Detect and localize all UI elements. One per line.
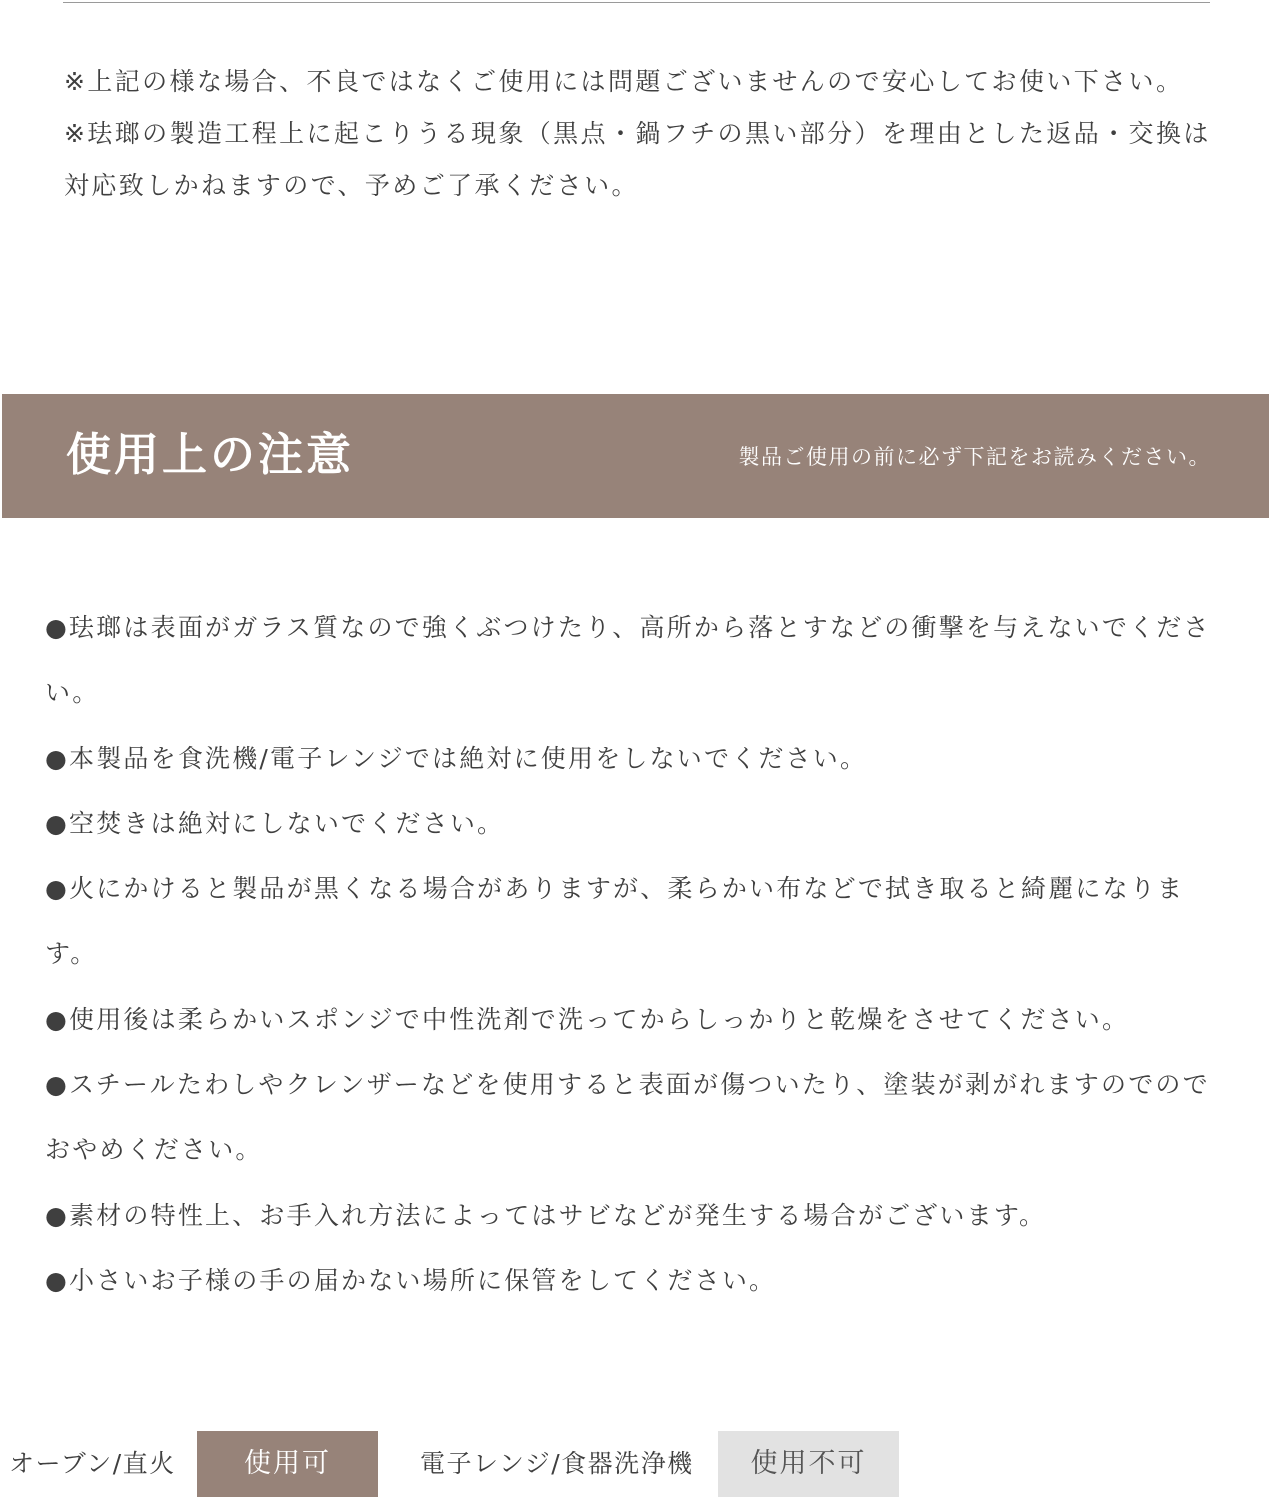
intro-notes — [64, 56, 1214, 212]
microwave-label: 電子レンジ/食器洗浄機 — [420, 1449, 694, 1478]
usage-compatibility-row — [0, 1431, 1271, 1497]
intro-note: ※上記の様な場合、不良ではなくご使用には問題ございませんので安心してお使い下さい。 — [64, 67, 1184, 96]
caution-item: ●本製品を食洗機/電子レンジでは絶対に使用をしないでください。 — [45, 743, 868, 773]
caution-item: ●素材の特性上、お手入れ方法によってはサビなどが発生する場合がございます。 — [45, 1200, 1047, 1230]
banner-title: 使用上の注意 — [66, 428, 355, 481]
top-divider — [63, 2, 1210, 3]
caution-banner — [2, 394, 1269, 518]
oven-status-badge: 使用可 — [197, 1431, 378, 1497]
intro-note: ※珐瑯の製造工程上に起こりうる現象（黒点・鍋フチの黒い部分）を理由とした返品・交換は対応致しかねますので、予めご了承ください。 — [64, 119, 1211, 200]
banner-subtitle: 製品ご使用の前に必ず下記をお読みください。 — [738, 445, 1211, 469]
caution-item: ●スチールたわしやクレンザーなどを使用すると表面が傷ついたり、塗装が剥がれますのでのでおやめください。 — [45, 1070, 1210, 1165]
caution-item: ●使用後は柔らかいスポンジで中性洗剤で洗ってからしっかりと乾燥をさせてください。 — [45, 1004, 1130, 1034]
caution-item: ●空焚きは絶対にしないでください。 — [45, 808, 505, 838]
oven-label: オーブン/直火 — [9, 1449, 176, 1478]
microwave-status-badge: 使用不可 — [718, 1431, 899, 1497]
caution-item: ●珐瑯は表面がガラス質なので強くぶつけたり、高所から落とすなどの衝撃を与えないでください。 — [45, 613, 1211, 708]
caution-list — [45, 595, 1217, 1313]
caution-item: ●小さいお子様の手の届かない場所に保管をしてください。 — [45, 1265, 777, 1295]
caution-item: ●火にかけると製品が黒くなる場合がありますが、柔らかい布などで拭き取ると綺麗になります。 — [45, 874, 1185, 969]
